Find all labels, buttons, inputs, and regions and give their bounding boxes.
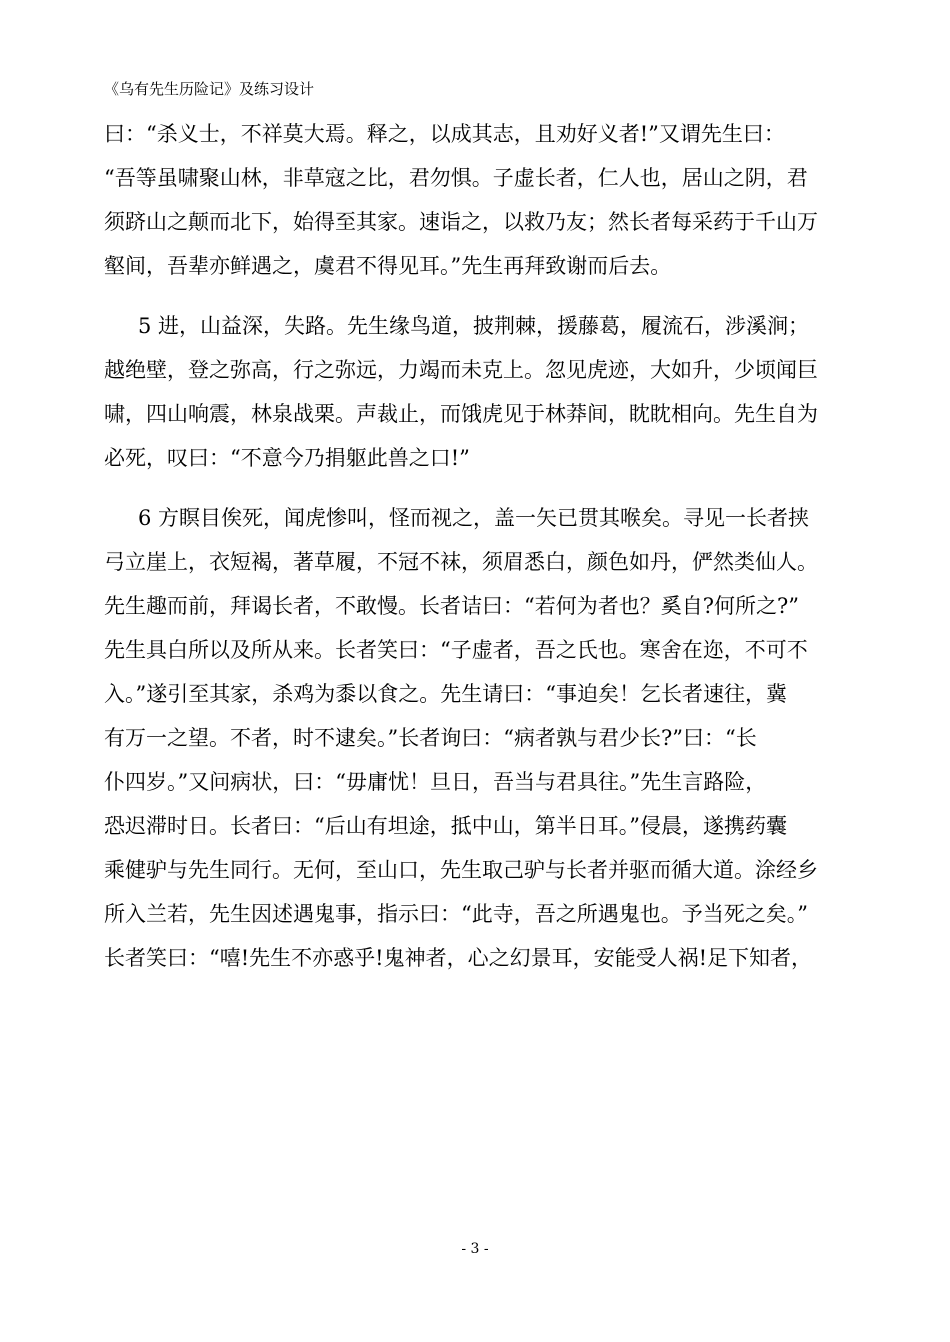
text-line: 仆四岁。”又问病状，曰：“毋庸忧！旦日，吾当与君具往。”先生言路险，	[104, 770, 767, 794]
text-line: 长者笑曰：“嘻!先生不亦惑乎!鬼神者，心之幻景耳，安能受人祸!足下知者，	[104, 946, 813, 970]
text-line: 曰：“杀义士，不祥莫大焉。释之，以成其志，且劝好义者!”又谓先生曰：	[104, 122, 785, 146]
paragraph-spacer	[104, 480, 849, 496]
running-header: 《乌有先生历险记》及练习设计	[104, 80, 315, 98]
text-line: 啸，四山响震，林泉战栗。声裁止，而饿虎见于林莽间，眈眈相向。先生自为	[104, 402, 818, 426]
text-line: 5 进，山益深，失路。先生缘鸟道，披荆棘，援藤葛，履流石，涉溪涧；	[138, 314, 810, 338]
paragraph	[104, 304, 849, 480]
text-line: 6 方瞑目俟死，闻虎惨叫，怪而视之，盖一矢已贯其喉矣。寻见一长者挟	[138, 506, 810, 530]
text-line: 弓立崖上，衣短褐，著草履，不冠不袜，须眉悉白，颜色如丹，俨然类仙人。	[104, 550, 818, 574]
text-line: 所入兰若，先生因述遇鬼事，指示曰：“此寺，吾之所遇鬼也。予当死之矣。”	[104, 902, 808, 926]
text-line: “吾等虽啸聚山林，非草寇之比，君勿惧。子虚长者，仁人也，居山之阴，君	[104, 166, 808, 190]
text-line: 先生趣而前，拜谒长者，不敢慢。长者诘曰：“若何为者也？奚自?何所之?”	[104, 594, 799, 618]
text-line: 先生具白所以及所从来。长者笑曰：“子虚者，吾之氏也。寒舍在迩，不可不	[104, 638, 808, 662]
paragraph	[104, 496, 849, 980]
body-text	[104, 112, 849, 980]
text-line: 入。”遂引至其家，杀鸡为黍以食之。先生请曰：“事迫矣！乞长者速往，冀	[104, 682, 787, 706]
paragraph-spacer	[104, 288, 849, 304]
text-line: 须跻山之颠而北下，始得至其家。速诣之，以救乃友；然长者每采药于千山万	[104, 210, 818, 234]
text-line: 壑间，吾辈亦鲜遇之，虞君不得见耳。”先生再拜致谢而后去。	[104, 254, 672, 278]
text-line: 越绝壁，登之弥高，行之弥远，力竭而未克上。忽见虎迹，大如升，少顷闻巨	[104, 358, 818, 382]
paragraph	[104, 112, 849, 288]
page-number: - 3 -	[461, 1241, 489, 1257]
text-line: 乘健驴与先生同行。无何，至山口，先生取己驴与长者并驱而循大道。涂经乡	[104, 858, 818, 882]
text-line: 有万一之望。不者，时不逮矣。”长者询曰：“病者孰与君少长?”曰：“长	[104, 726, 757, 750]
text-line: 必死，叹曰：“不意今乃捐躯此兽之口!”	[104, 446, 470, 470]
text-line: 恐迟滞时日。长者曰：“后山有坦途，抵中山，第半日耳。”侵晨，遂携药囊	[104, 814, 787, 838]
